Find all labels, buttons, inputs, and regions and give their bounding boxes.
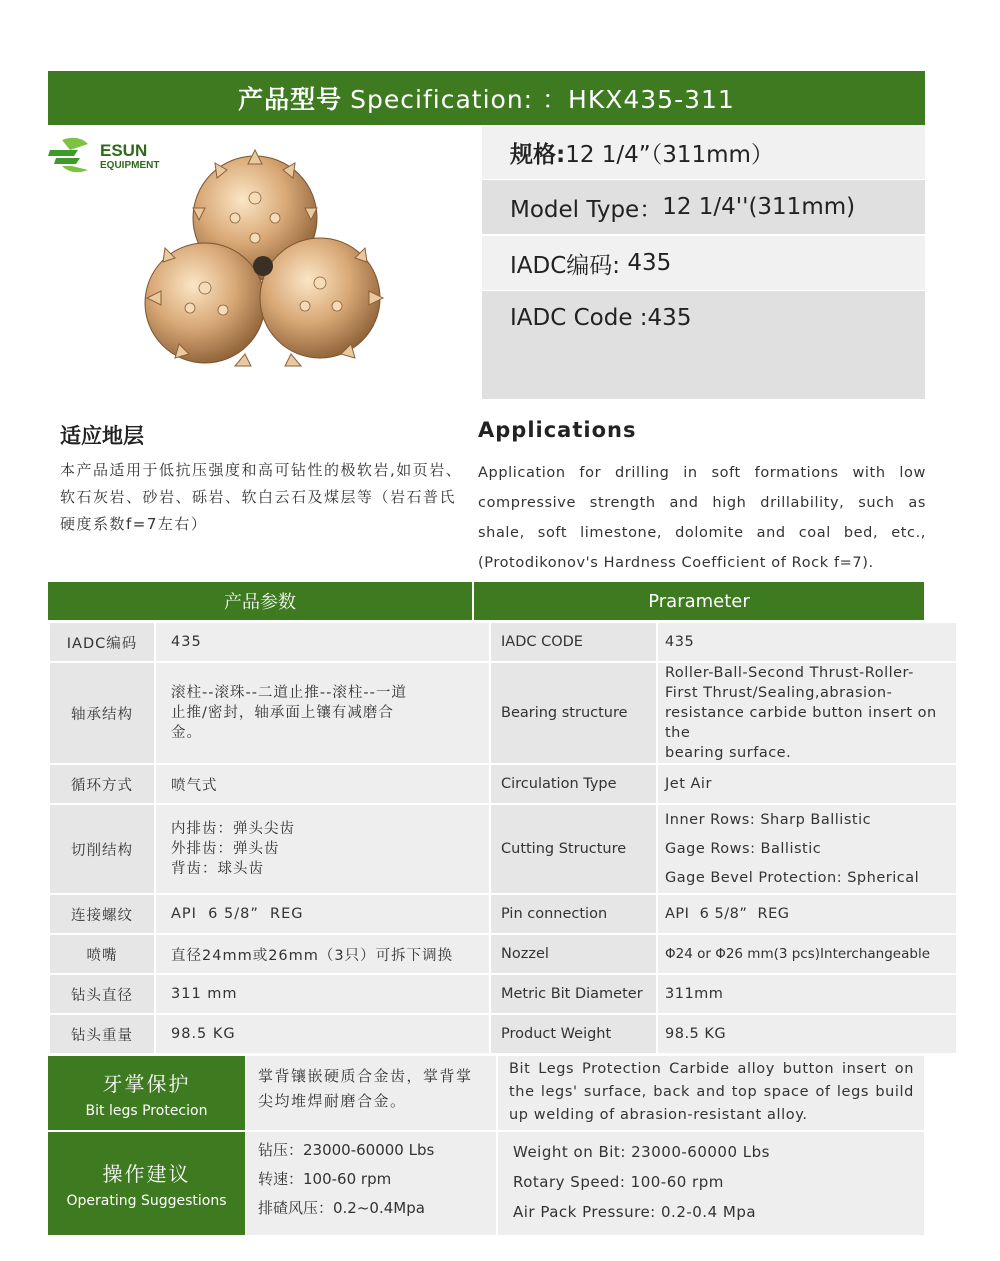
param-cn-value: 435 <box>155 622 490 662</box>
applications-en-text: Application for drilling in soft formations with low compressive strength and high drillability, such as shale, soft limestone, dolomite and coal bed, etc.,(Protodikonov's Hardness Coefficient of Rock f=7). <box>478 465 926 571</box>
table-row <box>49 974 957 1014</box>
protection-title-cell <box>48 1056 245 1130</box>
param-en-label: Metric Bit Diameter <box>490 974 657 1014</box>
suggestions-en-cell <box>498 1132 924 1235</box>
param-cn-value: 98.5 KG <box>155 1014 490 1054</box>
param-line: Roller-Ball-Second Thrust-Roller- <box>665 665 914 681</box>
param-en-label: Bearing structure <box>490 662 657 764</box>
suggestion-cn-line: 转速：100-60 rpm <box>258 1170 392 1188</box>
spec-iadc-cn-value: 435 <box>627 250 672 276</box>
spec-title-bar <box>48 71 925 125</box>
title-cn: 产品型号 <box>238 85 343 114</box>
param-en-value: Jet Air <box>657 764 957 804</box>
spec-iadc-en-label: IADC Code : <box>510 305 648 331</box>
logo-icon <box>48 136 94 176</box>
spec-row-model-type <box>482 180 925 234</box>
table-row <box>49 1014 957 1054</box>
param-line: 金。 <box>171 725 202 741</box>
suggestion-en-line: Weight on Bit: 23000-60000 Lbs <box>513 1143 770 1161</box>
param-en-value: Φ24 or Φ26 mm(3 pcs)Interchangeable <box>657 934 957 974</box>
spec-iadc-cn-label: IADC编码: <box>510 252 621 279</box>
logo-sub: EQUIPMENT <box>100 159 160 171</box>
suggestion-en-line: Air Pack Pressure: 0.2-0.4 Mpa <box>513 1203 757 1221</box>
params-header-cn: 产品参数 <box>48 582 472 620</box>
param-line: First Thrust/Sealing,abrasion- <box>665 685 893 701</box>
param-line: resistance carbide button insert on the <box>665 705 937 741</box>
param-en-label: Nozzel <box>490 934 657 974</box>
spec-row-size <box>482 125 925 179</box>
spec-row-empty <box>482 345 925 399</box>
param-cn-label: IADC编码 <box>49 622 155 662</box>
param-line: Inner Rows: Sharp Ballistic <box>665 811 872 828</box>
tricone-bit-image <box>135 138 395 383</box>
param-en-label: Product Weight <box>490 1014 657 1054</box>
param-line: 内排齿：弹头尖齿 <box>171 821 295 837</box>
suggestion-cn-line: 排碴风压：0.2~0.4Mpa <box>258 1199 425 1217</box>
suggestions-title-cell <box>48 1132 245 1235</box>
param-en-value: 311mm <box>657 974 957 1014</box>
suggestions-en-title: Operating Suggestions <box>66 1193 227 1209</box>
param-line: bearing surface. <box>665 745 792 761</box>
spec-size-label: 规格: <box>510 141 566 168</box>
param-cn-label: 喷嘴 <box>49 934 155 974</box>
logo-name: ESUN <box>100 140 148 160</box>
param-en-label: Circulation Type <box>490 764 657 804</box>
param-en-label: IADC CODE <box>490 622 657 662</box>
param-line: Gage Rows: Ballistic <box>665 840 822 857</box>
spec-model-value: 12 1/4''(311mm) <box>662 194 856 220</box>
param-cn-label: 切削结构 <box>49 804 155 894</box>
param-cn-value: 直径24mm或26mm（3只）可拆下调换 <box>155 934 490 974</box>
param-cn-value <box>155 804 490 894</box>
table-row <box>49 804 957 894</box>
spec-model-label: Model Type： <box>510 196 663 223</box>
table-row <box>49 764 957 804</box>
protection-en-title: Bit legs Protecion <box>85 1102 208 1119</box>
protection-cn-title: 牙掌保护 <box>102 1071 191 1096</box>
params-table <box>48 621 958 1055</box>
applications-cn-title: 适应地层 <box>60 424 144 448</box>
param-cn-label: 循环方式 <box>49 764 155 804</box>
table-row <box>49 622 957 662</box>
title-en: Specification: ：HKX435-311 <box>350 85 735 114</box>
param-cn-label: 钻头直径 <box>49 974 155 1014</box>
param-line: 外排齿：弹头齿 <box>171 841 280 857</box>
param-en-label: Pin connection <box>490 894 657 934</box>
suggestions-cn-cell <box>246 1132 496 1235</box>
param-en-value: API 6 5/8” REG <box>657 894 957 934</box>
param-cn-label: 轴承结构 <box>49 662 155 764</box>
param-cn-label: 连接螺纹 <box>49 894 155 934</box>
param-en-label: Cutting Structure <box>490 804 657 894</box>
param-cn-value: API 6 5/8” REG <box>155 894 490 934</box>
param-line: Gage Bevel Protection: Spherical <box>665 869 920 886</box>
protection-en-text: Bit Legs Protection Carbide alloy button insert on the legs' surface, back and top space of legs build up welding of abrasion-resistant alloy. <box>498 1056 924 1130</box>
params-header-en: Prarameter <box>474 582 924 620</box>
applications-en-title: Applications <box>478 418 637 442</box>
param-cn-value: 311 mm <box>155 974 490 1014</box>
spec-row-iadc-en <box>482 291 925 345</box>
param-en-value <box>657 804 957 894</box>
spec-iadc-en-value: 435 <box>647 305 692 331</box>
table-row <box>49 662 957 764</box>
table-row <box>49 894 957 934</box>
param-cn-value <box>155 662 490 764</box>
param-en-value: 435 <box>657 622 957 662</box>
param-line: 滚柱--滚珠--二道止推--滚柱--一道 <box>171 685 407 701</box>
suggestions-cn-title: 操作建议 <box>102 1162 191 1186</box>
table-row <box>49 934 957 974</box>
param-en-value: 98.5 KG <box>657 1014 957 1054</box>
param-cn-value: 喷气式 <box>155 764 490 804</box>
suggestion-cn-line: 钻压：23000-60000 Lbs <box>258 1141 435 1159</box>
spec-row-iadc-cn <box>482 236 925 290</box>
param-line: 背齿：球头齿 <box>171 861 264 877</box>
param-cn-label: 钻头重量 <box>49 1014 155 1054</box>
suggestion-en-line: Rotary Speed: 100-60 rpm <box>513 1173 724 1191</box>
spec-size-value: 12 1/4”（311mm） <box>565 141 774 168</box>
protection-cn-text: 掌背镶嵌硬质合金齿，掌背掌尖均堆焊耐磨合金。 <box>246 1056 496 1130</box>
param-line: 止推/密封，轴承面上镶有减磨合 <box>171 705 394 721</box>
param-en-value <box>657 662 957 764</box>
applications-cn-text: 本产品适用于低抗压强度和高可钻性的极软岩,如页岩、软石灰岩、砂岩、砾岩、软白云石及煤层等（岩石普氏硬度系数f=7左右） <box>60 461 463 533</box>
